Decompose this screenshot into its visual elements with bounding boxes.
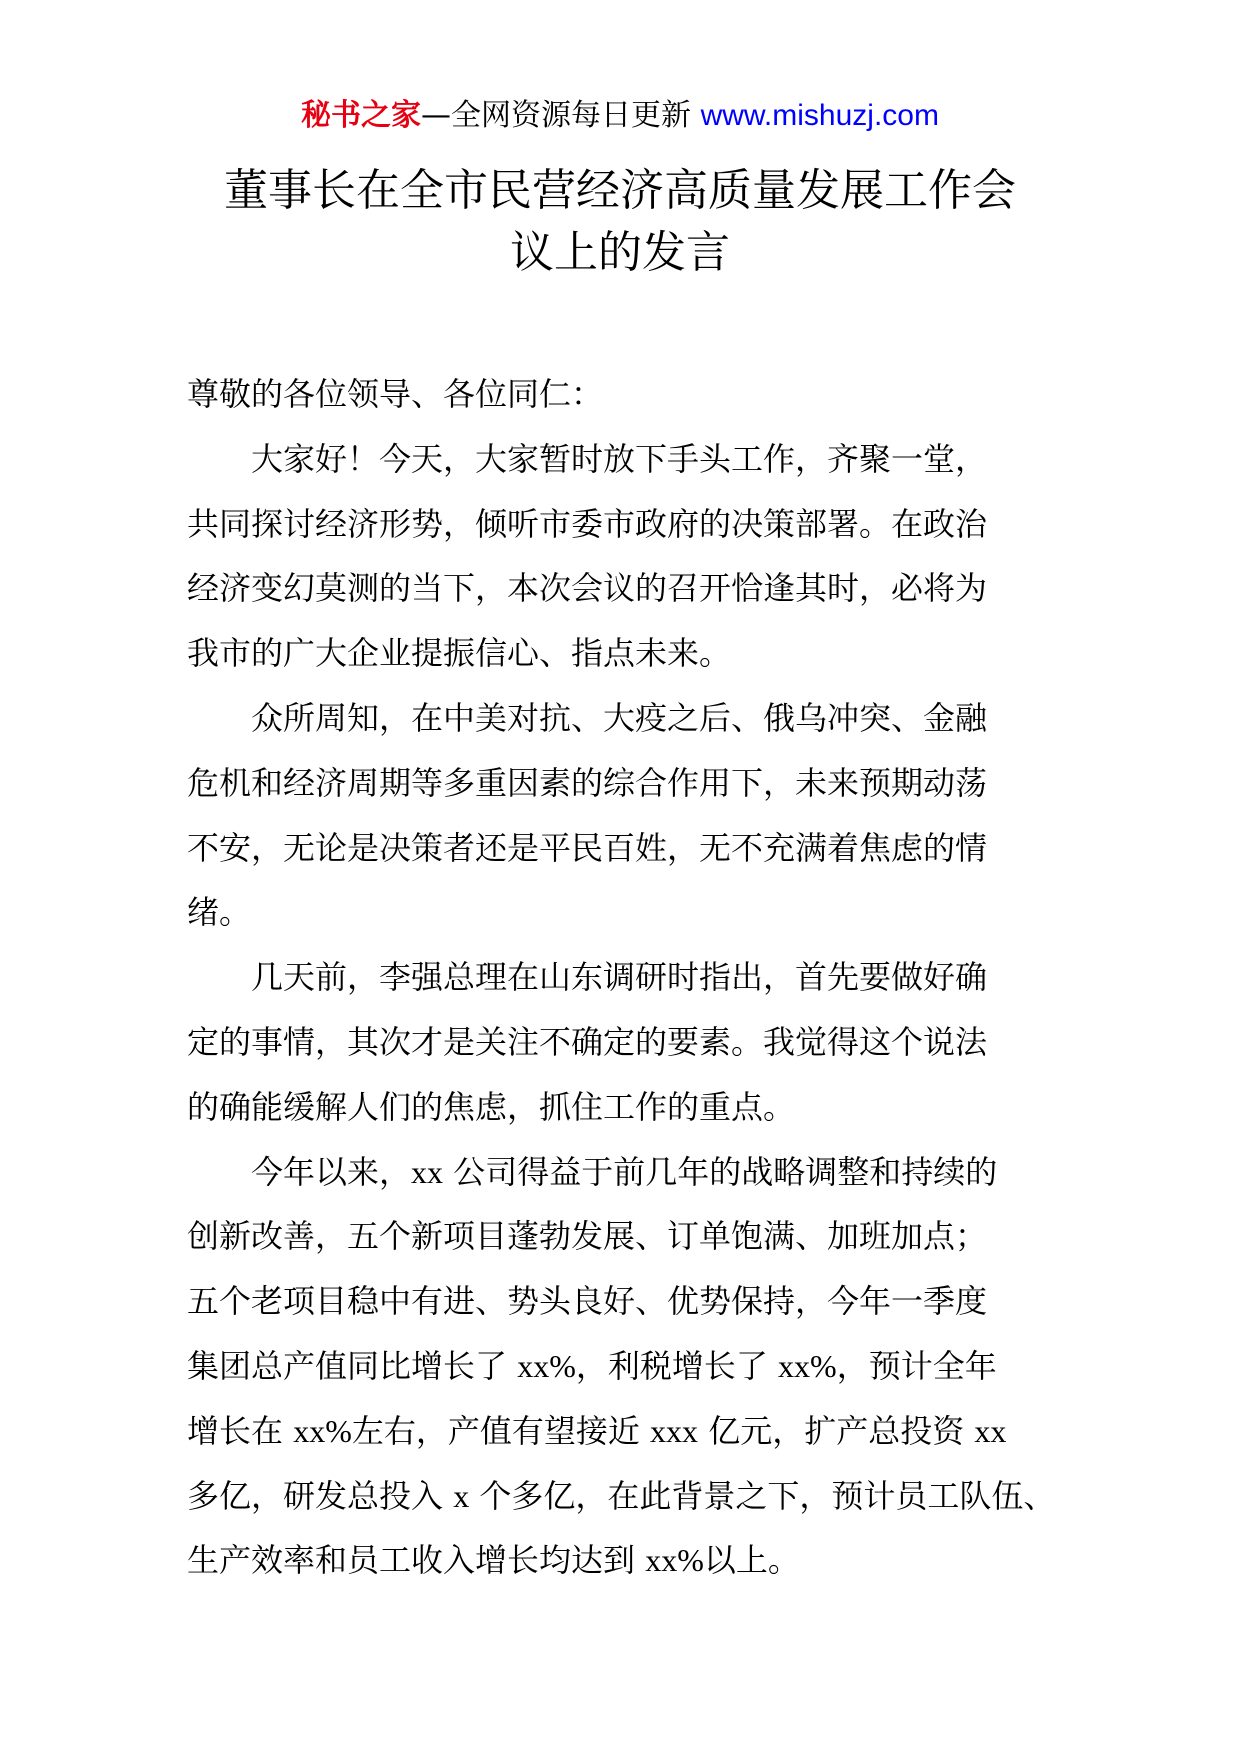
text-line: 多亿，研发总投入 x 个多亿，在此背景之下，预计员工队伍、: [187, 1476, 1056, 1515]
latin-text: xx%: [517, 1347, 576, 1384]
text-line: 经济变幻莫测的当下，本次会议的召开恰逢其时，必将为: [187, 569, 988, 608]
text-line: 众所周知，在中美对抗、大疫之后、俄乌冲突、金融: [251, 698, 988, 737]
text-line: 五个老项目稳中有进、势头良好、优势保持，今年一季度: [187, 1282, 988, 1321]
latin-text: xx: [974, 1412, 1007, 1449]
paragraph-2: [187, 686, 1057, 945]
text-line: 生产效率和员工收入增长均达到 xx%以上。: [187, 1541, 800, 1580]
text-line: 定的事情，其次才是关注不确定的要素。我觉得这个说法: [187, 1022, 988, 1061]
text-line: 大家好！今天，大家暂时放下手头工作，齐聚一堂，: [251, 439, 988, 478]
text-line: 绪。: [187, 893, 252, 932]
text-line: 不安，无论是决策者还是平民百姓，无不充满着焦虑的情: [187, 828, 988, 867]
text-line: 共同探讨经济形势，倾听市委市政府的决策部署。在政治: [187, 504, 988, 543]
paragraph-4: [187, 1140, 1057, 1594]
text-line: 危机和经济周期等多重因素的综合作用下，未来预期动荡: [187, 763, 988, 802]
text-line: 的确能缓解人们的焦虑，抓住工作的重点。: [187, 1087, 796, 1126]
title-line-2: 议上的发言: [510, 227, 730, 278]
text-line: 几天前，李强总理在山东调研时指出，首先要做好确: [251, 958, 988, 997]
site-header: [0, 96, 1240, 136]
text-line: 今年以来，xx 公司得益于前几年的战略调整和持续的: [251, 1152, 998, 1191]
salutation: 尊敬的各位领导、各位同仁：: [187, 375, 604, 413]
latin-text: xx%: [645, 1542, 704, 1579]
text-line: 集团总产值同比增长了 xx%，利税增长了 xx%，预计全年: [187, 1346, 997, 1385]
document-body: [187, 362, 1057, 1593]
header-tagline: —全网资源每日更新: [421, 98, 701, 133]
latin-text: xx: [411, 1153, 444, 1190]
paragraph-1: [187, 427, 1057, 686]
latin-text: x: [453, 1477, 470, 1514]
site-url-link[interactable]: www.mishuzj.com: [700, 99, 939, 132]
title-line-1: 董事长在全市民营经济高质量发展工作会: [224, 165, 1016, 216]
paragraph-3: [187, 945, 1057, 1139]
latin-text: xx%: [293, 1412, 352, 1449]
text-line: 我市的广大企业提振信心、指点未来。: [187, 634, 732, 673]
text-line: 增长在 xx%左右，产值有望接近 xxx 亿元，扩产总投资 xx: [187, 1411, 1007, 1450]
latin-text: xx%: [778, 1347, 837, 1384]
latin-text: xxx: [650, 1412, 699, 1449]
text-line: 创新改善，五个新项目蓬勃发展、订单饱满、加班加点；: [187, 1217, 988, 1256]
document-title: [160, 160, 1080, 284]
brand-name: 秘书之家: [301, 98, 422, 133]
